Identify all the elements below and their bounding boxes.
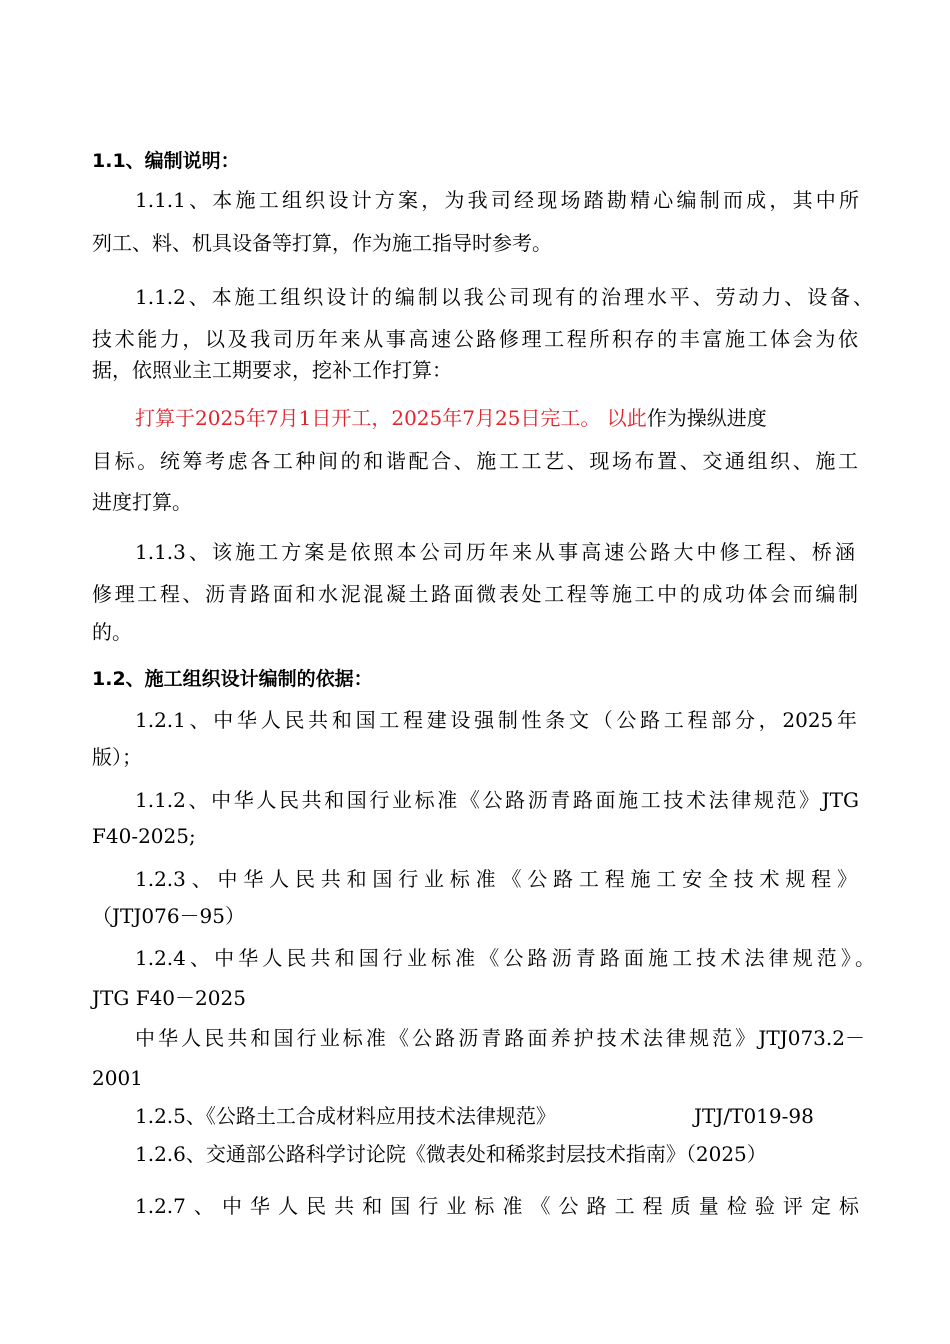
reference-1-1-2-line2: F40-2025; — [92, 824, 196, 848]
reference-1-2-3-line2: （JTJ076－95） — [92, 904, 245, 928]
paragraph-1-1-3-line2: 修理工程、沥青路面和水泥混凝土路面微表处工程等施工中的成功体会而编制 — [92, 582, 858, 606]
reference-maintenance-line1: 中华人民共和国行业标准《公路沥青路面养护技术法律规范》JTJ073.2－ — [135, 1026, 865, 1050]
paragraph-1-1-2-line3: 据，依照业主工期要求，挖补工作打算： — [92, 358, 452, 382]
reference-1-2-4-line1: 1.2.4、中华人民共和国行业标准《公路沥青路面施工技术法律规范》。 — [135, 946, 875, 970]
paragraph-1-1-3-line3: 的。 — [92, 620, 132, 644]
schedule-plan-line2: 目标。统筹考虑各工种间的和谐配合、施工工艺、现场布置、交通组织、施工 — [92, 449, 858, 473]
schedule-plan-line1 — [135, 404, 767, 432]
schedule-plan-rest: 作为操纵进度 — [646, 406, 767, 430]
reference-maintenance-line2: 2001 — [92, 1066, 143, 1090]
reference-1-2-1-line2: 版）； — [92, 745, 142, 769]
schedule-plan-highlight: 打算于2025年7月1日开工，2025年7月25日完工。 以此 — [135, 406, 647, 430]
reference-1-2-1-line1: 1.2.1、中华人民共和国工程建设强制性条文（公路工程部分，2025年 — [135, 708, 857, 732]
reference-1-2-5-title: 1.2.5、《公路土工合成材料应用技术法律规范》 — [135, 1104, 556, 1128]
reference-1-2-7: 1.2.7、中华人民共和国行业标准《公路工程质量检验评定标 — [135, 1194, 859, 1218]
reference-1-2-5-code: JTJ/T019-98 — [694, 1104, 814, 1128]
section-heading-1-2: 1.2、施工组织设计编制的依据： — [92, 668, 373, 690]
paragraph-1-1-1-line2: 列工、料、机具设备等打算，作为施工指导时参考。 — [92, 231, 552, 255]
reference-1-2-6: 1.2.6、交通部公路科学讨论院《微表处和稀浆封层技术指南》（2025） — [135, 1142, 767, 1166]
reference-1-1-2-line1: 1.1.2、中华人民共和国行业标准《公路沥青路面施工技术法律规范》JTG — [135, 788, 859, 812]
reference-1-2-3-line1: 1.2.3、中华人民共和国行业标准《公路工程施工安全技术规程》 — [135, 867, 857, 891]
paragraph-1-1-3-line1: 1.1.3、该施工方案是依照本公司历年来从事高速公路大中修工程、桥涵 — [135, 540, 855, 564]
schedule-plan-line3: 进度打算。 — [92, 490, 192, 514]
paragraph-1-1-1-line1: 1.1.1、本施工组织设计方案，为我司经现场踏勘精心编制而成，其中所 — [135, 188, 859, 212]
paragraph-1-1-2-line1: 1.1.2、本施工组织设计的编制以我公司现有的治理水平、劳动力、设备、 — [135, 285, 873, 309]
reference-1-2-4-line2: JTG F40－2025 — [92, 986, 246, 1010]
paragraph-1-1-2-line2: 技术能力，以及我司历年来从事高速公路修理工程所积存的丰富施工体会为依 — [92, 327, 858, 351]
section-heading-1-1: 1.1、编制说明： — [92, 150, 240, 172]
